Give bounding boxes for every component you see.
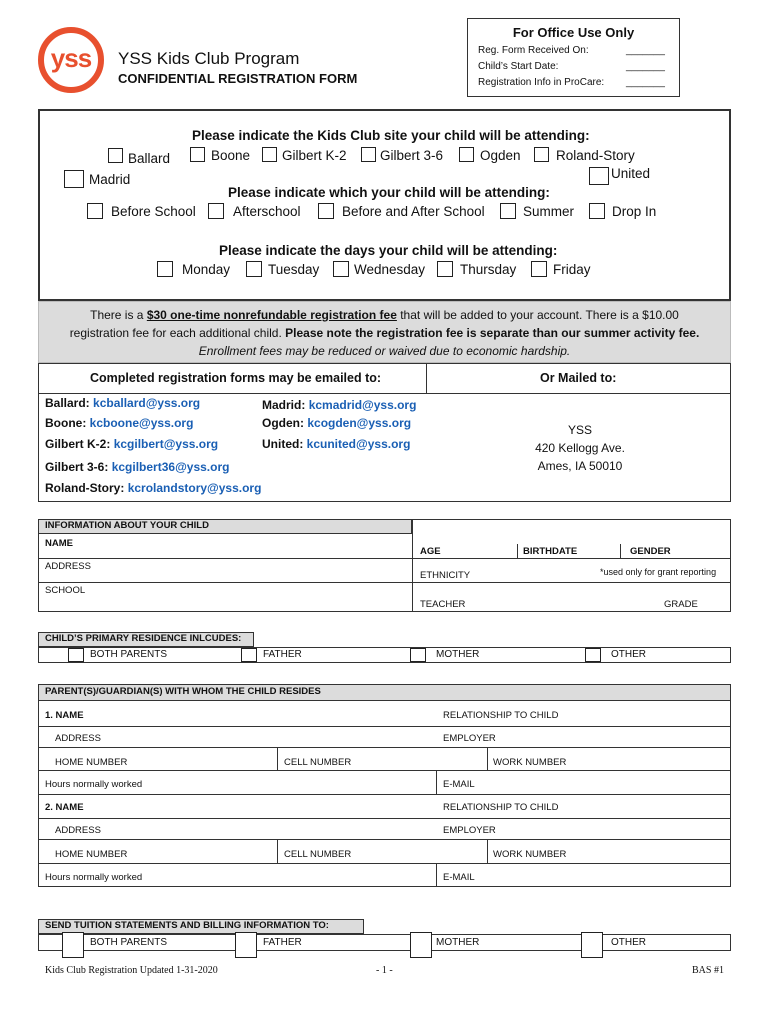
grant-note: *used only for grant reporting xyxy=(600,567,717,577)
guardian1-home-label: HOME NUMBER xyxy=(55,757,128,768)
residence-checkbox-father[interactable] xyxy=(241,648,257,662)
program-checkbox-summer[interactable] xyxy=(500,203,516,219)
site-label: Ballard xyxy=(128,151,171,166)
office-use-title: For Office Use Only xyxy=(512,25,635,40)
child-age-label: AGE xyxy=(420,546,441,557)
guardian-cell-divider xyxy=(436,863,437,887)
child-school-label: SCHOOL xyxy=(45,585,86,596)
program-label: Afterschool xyxy=(233,204,301,219)
email-link[interactable]: kcmadrid@yss.org xyxy=(308,398,417,412)
fee-amount: $30 one-time nonrefundable registration fee xyxy=(146,308,397,322)
office-row-label: Reg. Form Received On: xyxy=(478,45,589,56)
day-checkbox-tuesday[interactable] xyxy=(246,261,262,277)
email-entry xyxy=(262,398,416,412)
fee-line-1 xyxy=(39,306,730,324)
logo-text: yss xyxy=(50,42,92,73)
office-row-label: Registration Info in ProCare: xyxy=(478,77,605,88)
day-label: Tuesday xyxy=(268,262,320,277)
billing-option-label: MOTHER xyxy=(436,937,480,948)
mailing-address xyxy=(500,421,660,475)
child-row-line xyxy=(38,611,731,612)
day-checkbox-friday[interactable] xyxy=(531,261,547,277)
residence-option-label: MOTHER xyxy=(436,649,480,660)
email-site: Boone: xyxy=(45,416,87,430)
residence-option-label: BOTH PARENTS xyxy=(90,649,168,660)
office-row-label: Child’s Start Date: xyxy=(478,61,559,72)
guardian-cell-divider xyxy=(277,839,278,863)
guardian-row-line xyxy=(38,839,731,840)
program-title: YSS Kids Club Program xyxy=(118,49,300,68)
program-question: Please indicate which your child will be attending: xyxy=(228,185,550,200)
email-site: Gilbert K-2: xyxy=(45,437,111,451)
billing-checkbox-father[interactable] xyxy=(235,932,257,958)
guardian2-name-label: 2. NAME xyxy=(45,802,84,813)
guardian2-address-label: ADDRESS xyxy=(55,825,101,836)
residence-option-label: OTHER xyxy=(611,649,646,660)
email-entry xyxy=(45,437,218,451)
yss-logo xyxy=(38,27,104,93)
site-label: United xyxy=(611,166,651,181)
fee-text: registration fee for each additional child. xyxy=(69,326,286,340)
email-link[interactable]: kcrolandstory@yss.org xyxy=(127,481,262,495)
email-entry xyxy=(262,416,411,430)
email-entry xyxy=(45,460,229,474)
child-divider-vertical xyxy=(412,519,413,612)
email-heading: Completed registration forms may be emailed to: xyxy=(90,371,382,385)
child-name-label: NAME xyxy=(45,538,73,549)
billing-checkbox-both-parents[interactable] xyxy=(62,932,84,958)
guardian1-hours-label: Hours normally worked xyxy=(45,779,143,790)
child-border-left xyxy=(38,534,39,612)
footer-page-number: - 1 - xyxy=(376,965,393,976)
email-link[interactable]: kcgilbert@yss.org xyxy=(113,437,219,451)
guardian1-employer-label: EMPLOYER xyxy=(443,733,496,744)
email-entry xyxy=(45,416,193,430)
site-label: Ogden xyxy=(480,148,521,163)
submission-header-line xyxy=(38,393,731,394)
submission-divider xyxy=(426,363,427,393)
day-label: Friday xyxy=(553,262,591,277)
guardian1-relationship-label: RELATIONSHIP TO CHILD xyxy=(443,710,559,721)
form-title: CONFIDENTIAL REGISTRATION FORM xyxy=(118,71,358,86)
guardian2-work-label: WORK NUMBER xyxy=(493,849,567,860)
days-question: Please indicate the days your child will be attending: xyxy=(219,243,558,258)
fee-text: that will be added to your account. There is a $10.00 xyxy=(396,308,679,322)
residence-title: CHILD’S PRIMARY RESIDENCE INLCUDES: xyxy=(45,633,242,644)
billing-option-label: FATHER xyxy=(263,937,302,948)
guardian-cell-divider xyxy=(487,839,488,863)
site-checkbox-roland-story[interactable] xyxy=(534,147,549,162)
child-birthdate-label: BIRTHDATE xyxy=(523,546,578,557)
guardian-row-line xyxy=(38,770,731,771)
child-grade-label: GRADE xyxy=(664,599,698,610)
guardian-row-line xyxy=(38,747,731,748)
fee-banner xyxy=(38,301,731,363)
email-site: Gilbert 3-6: xyxy=(45,460,109,474)
email-entry xyxy=(262,437,410,451)
guardian-row-line xyxy=(38,794,731,795)
guardian-row-line xyxy=(38,726,731,727)
child-row-line xyxy=(38,582,731,583)
program-label: Drop In xyxy=(612,204,657,219)
guardian1-email-label: E-MAIL xyxy=(443,779,475,790)
site-checkbox-ballard[interactable] xyxy=(108,148,123,163)
day-label: Wednesday xyxy=(354,262,426,277)
site-checkbox-madrid[interactable] xyxy=(64,170,84,188)
program-label: Before and After School xyxy=(342,204,485,219)
program-checkbox-afterschool[interactable] xyxy=(208,203,224,219)
site-checkbox-united[interactable] xyxy=(589,167,609,185)
billing-option-label: BOTH PARENTS xyxy=(90,937,168,948)
guardian-cell-divider xyxy=(487,747,488,770)
guardian-cell-divider xyxy=(436,770,437,794)
office-use-box xyxy=(467,18,680,97)
guardians-title: PARENT(S)/GUARDIAN(S) WITH WHOM THE CHILD RESIDES xyxy=(45,686,321,697)
child-teacher-label: TEACHER xyxy=(420,599,466,610)
guardian2-home-label: HOME NUMBER xyxy=(55,849,128,860)
email-link[interactable]: kcogden@yss.org xyxy=(307,416,412,430)
email-entry xyxy=(45,396,200,410)
email-link[interactable]: kcboone@yss.org xyxy=(89,416,194,430)
child-border-top xyxy=(412,519,731,520)
fee-text: There is a xyxy=(90,308,147,322)
email-site: Ogden: xyxy=(262,416,304,430)
guardian1-address-label: ADDRESS xyxy=(55,733,101,744)
billing-option-label: OTHER xyxy=(611,937,646,948)
guardian1-cell-label: CELL NUMBER xyxy=(284,757,352,768)
guardian-row-line xyxy=(38,818,731,819)
guardian2-email-label: E-MAIL xyxy=(443,872,475,883)
guardian1-name-label: 1. NAME xyxy=(45,710,84,721)
email-site: Roland-Story: xyxy=(45,481,125,495)
site-label: Roland-Story xyxy=(556,148,635,163)
billing-checkbox-other[interactable] xyxy=(581,932,603,958)
fee-line-2 xyxy=(39,324,730,342)
program-label: Before School xyxy=(111,204,196,219)
site-checkbox-ogden[interactable] xyxy=(459,147,474,162)
email-link[interactable]: kcunited@yss.org xyxy=(306,437,411,451)
child-border-right xyxy=(730,519,731,612)
guardian-cell-divider xyxy=(277,747,278,770)
address-line: 420 Kellogg Ave. xyxy=(535,441,625,455)
fee-note: Please note the registration fee is separate than our summer activity fee. xyxy=(285,326,700,340)
child-section-title: INFORMATION ABOUT YOUR CHILD xyxy=(45,520,209,531)
day-label: Thursday xyxy=(460,262,517,277)
day-checkbox-wednesday[interactable] xyxy=(333,261,349,277)
day-label: Monday xyxy=(182,262,231,277)
program-checkbox-before-school[interactable] xyxy=(87,203,103,219)
guardian2-employer-label: EMPLOYER xyxy=(443,825,496,836)
guardian2-cell-label: CELL NUMBER xyxy=(284,849,352,860)
child-gender-label: GENDER xyxy=(630,546,671,557)
fee-hardship: Enrollment fees may be reduced or waived due to economic hardship. xyxy=(198,344,571,358)
site-checkbox-boone[interactable] xyxy=(190,147,205,162)
site-label: Gilbert 3-6 xyxy=(380,148,444,163)
site-label: Boone xyxy=(211,148,251,163)
child-ethnicity-label: ETHNICITY xyxy=(420,570,471,581)
billing-title: SEND TUITION STATEMENTS AND BILLING INFORMATION TO: xyxy=(45,920,329,931)
office-row-blank: _______ xyxy=(626,45,665,56)
day-checkbox-thursday[interactable] xyxy=(437,261,453,277)
guardian2-hours-label: Hours normally worked xyxy=(45,872,143,883)
mail-heading: Or Mailed to: xyxy=(540,371,617,385)
child-cell-divider xyxy=(620,544,621,558)
footer-left: Kids Club Registration Updated 1-31-2020 xyxy=(45,965,218,976)
residence-checkbox-both-parents[interactable] xyxy=(68,648,84,662)
child-address-label: ADDRESS xyxy=(45,561,91,572)
email-site: Ballard: xyxy=(45,396,90,410)
email-site: United: xyxy=(262,437,304,451)
billing-checkbox-mother[interactable] xyxy=(410,932,432,958)
site-question: Please indicate the Kids Club site your child will be attending: xyxy=(192,128,590,143)
guardian-row-line xyxy=(38,863,731,864)
program-checkbox-before-after[interactable] xyxy=(318,203,334,219)
footer-right: BAS #1 xyxy=(692,965,724,976)
guardian2-relationship-label: RELATIONSHIP TO CHILD xyxy=(443,802,559,813)
office-row-blank: _______ xyxy=(626,61,665,72)
program-checkbox-drop-in[interactable] xyxy=(589,203,605,219)
email-link[interactable]: kcballard@yss.org xyxy=(93,396,201,410)
office-row-blank: _______ xyxy=(626,77,665,88)
address-line: YSS xyxy=(567,423,592,437)
email-site: Madrid: xyxy=(262,398,306,412)
guardian1-work-label: WORK NUMBER xyxy=(493,757,567,768)
residence-checkbox-mother[interactable] xyxy=(410,648,426,662)
day-checkbox-monday[interactable] xyxy=(157,261,173,277)
site-checkbox-gilbert-36[interactable] xyxy=(361,147,376,162)
residence-option-label: FATHER xyxy=(263,649,302,660)
residence-checkbox-other[interactable] xyxy=(585,648,601,662)
program-label: Summer xyxy=(523,204,575,219)
email-link[interactable]: kcgilbert36@yss.org xyxy=(111,460,230,474)
site-label: Gilbert K-2 xyxy=(282,148,347,163)
address-line: Ames, IA 50010 xyxy=(537,459,623,473)
child-cell-divider xyxy=(517,544,518,558)
site-label: Madrid xyxy=(89,172,131,187)
child-row-line xyxy=(38,558,731,559)
email-entry xyxy=(45,481,261,495)
site-checkbox-gilbert-k2[interactable] xyxy=(262,147,277,162)
